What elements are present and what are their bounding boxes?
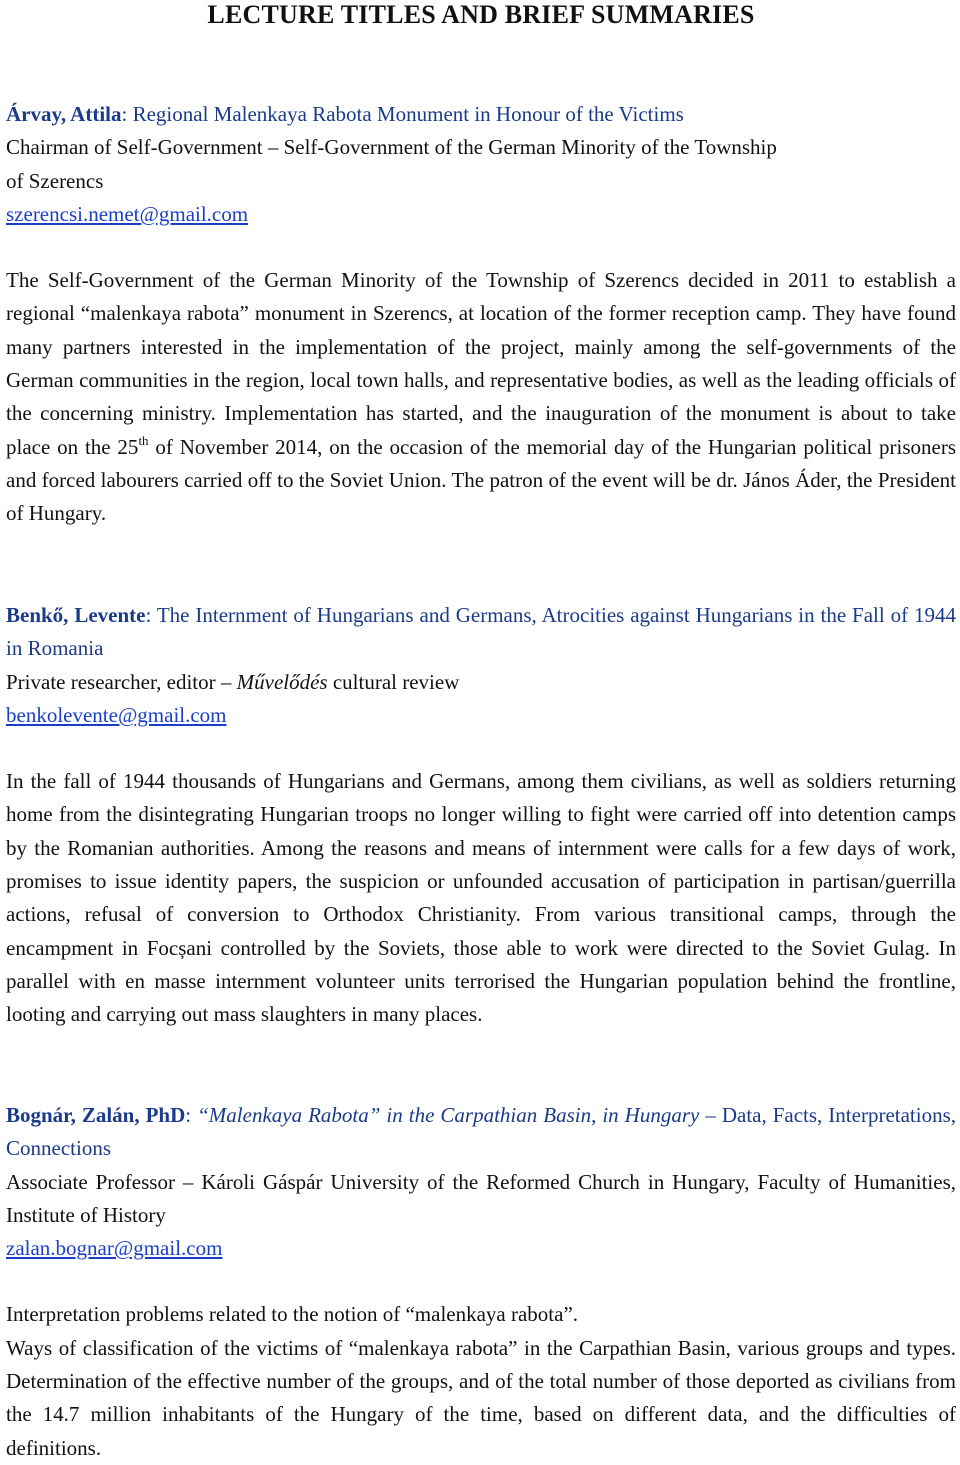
speaker-email-link[interactable]: benkolevente@gmail.com <box>6 702 227 727</box>
lecture-summary-intro: Interpretation problems related to the notion of “malenkaya rabota”. <box>6 1302 579 1327</box>
speaker-email-link[interactable]: zalan.bognar@gmail.com <box>6 1236 223 1261</box>
ordinal-suffix: th <box>138 432 149 448</box>
lecture-header: Árvay, Attila: Regional Malenkaya Rabota Monument in Honour of the Victims <box>6 102 684 126</box>
speaker-affiliation: Private researcher, editor – Művelődés cultural review <box>6 669 460 694</box>
journal-name: Művelődés <box>236 669 328 694</box>
lecture-title-italic: “Malenkaya Rabota” in the Carpathian Basin, in Hungary <box>197 1103 700 1127</box>
lecture-summary: In the fall of 1944 thousands of Hungarians and Germans, among them civilians, as well as soldiers returning home from the disintegrating Hungarian troops no longer willing to fight were carried off into detention camps by the Romanian authorities. Among the reasons and means of internment were calls for a few days of work, promises to issue identity papers, the suspicion or unfounded accusation of participation in partisan/guerrilla actions, refusal of conversion to Orthodox Christianity. From various transitional camps, through the encampment in Focșani controlled by the Soviets, those able to work were directed to the Soviet Gulag. In parallel with en masse internment volunteer units terrorised the Hungarian population behind the frontline, looting and carrying out mass slaughters in many places. <box>6 769 956 1027</box>
lecture-summary: Ways of classification of the victims of “malenkaya rabota” in the Carpathian Basin, various groups and types. Determination of the effective number of the groups, and of the total number of those deported as civilians from the 14.7 million inhabitants of the Hungary of the time, based on different data, and the difficulties of definitions. <box>6 1335 956 1460</box>
speaker-name: Árvay, Attila <box>6 102 122 126</box>
lecture-summary: The Self-Government of the German Minority of the Township of Szerencs decided in 2011 to establish a regional “malenkaya rabota” monument in Szerencs, at location of the former reception camp. They have found many partners interested in the implementation of the project, mainly among the self-governments of the German communities in the region, local town halls, and representative bodies, as well as the leading officials of the concerning ministry. Implementation has started, and the inauguration of the monument is about to take place on the 25th of November 2014, on the occasion of the memorial day of the Hungarian political prisoners and forced labourers carried off to the Soviet Union. The patron of the event will be dr. János Áder, the President of Hungary. <box>6 268 956 526</box>
lecture-title-rest: – Data, Facts, Interpretations, Connections <box>6 1103 957 1161</box>
lecture-entry-benko <box>6 599 956 1032</box>
speaker-affiliation: Associate Professor – Károli Gáspár University of the Reformed Church in Hungary, Faculty of Humanities, Institute of History <box>6 1169 956 1227</box>
lecture-entry-bognar <box>6 1099 956 1465</box>
lecture-header: Benkő, Levente: The Internment of Hungarians and Germans, Atrocities against Hungarians in the Fall of 1944 in Romania <box>6 603 957 661</box>
lecture-entry-arvay <box>6 98 956 531</box>
lecture-title: The Internment of Hungarians and Germans, Atrocities against Hungarians in the Fall of 1944 in Romania <box>6 603 957 661</box>
speaker-name: Benkő, Levente <box>6 603 146 627</box>
speaker-email-link[interactable]: szerencsi.nemet@gmail.com <box>6 201 249 226</box>
lecture-header: Bognár, Zalán, PhD: “Malenkaya Rabota” in the Carpathian Basin, in Hungary – Data, Facts, Interpretations, Connections <box>6 1103 957 1161</box>
speaker-name: Bognár, Zalán, PhD <box>6 1103 186 1127</box>
page-title: LECTURE TITLES AND BRIEF SUMMARIES <box>207 0 755 29</box>
speaker-affiliation: Chairman of Self-Government – Self-Government of the German Minority of the Township <box>6 135 777 160</box>
document-page <box>6 0 957 1460</box>
lecture-title: Regional Malenkaya Rabota Monument in Honour of the Victims <box>132 102 684 126</box>
speaker-affiliation-cont: of Szerencs <box>6 168 104 193</box>
